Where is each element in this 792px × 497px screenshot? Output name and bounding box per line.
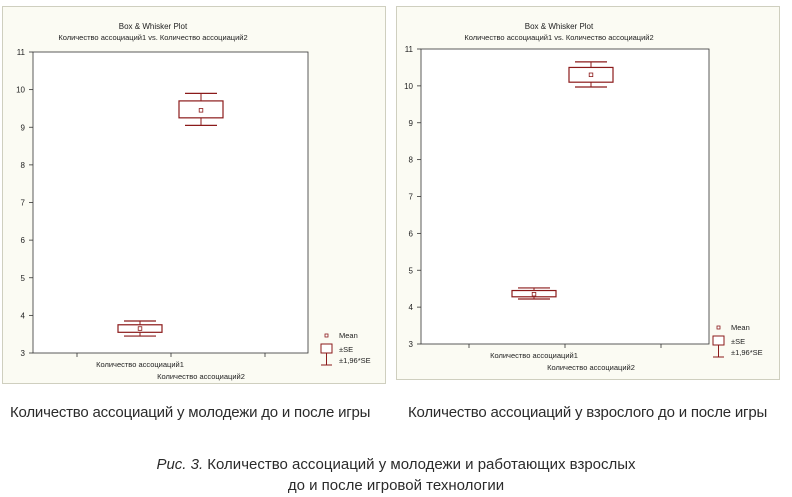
chart-subtitle: Количество ассоциаций1 vs. Количество ассоциаций2: [58, 33, 248, 42]
chart-title: Box & Whisker Plot: [118, 22, 188, 31]
x-category-label: Количество ассоциаций2: [157, 372, 245, 381]
legend-se-symbol: [713, 336, 724, 345]
chart-panel-left: [2, 6, 386, 384]
legend-se-symbol: [321, 344, 332, 353]
legend-se-label: ±SE: [339, 345, 354, 354]
legend-mean-symbol: [325, 334, 328, 337]
mean-marker: [138, 327, 142, 331]
y-tick-label: 4: [408, 303, 413, 313]
y-tick-label: 6: [20, 236, 25, 246]
y-tick-label: 10: [404, 81, 413, 91]
y-tick-label: 9: [20, 123, 25, 133]
legend-se-label: ±SE: [731, 337, 746, 346]
legend-ci-label: ±1,96*SE: [731, 348, 763, 357]
figure-caption-line-1: [0, 454, 792, 475]
mean-marker: [532, 292, 536, 296]
box-whisker-plot-right: [397, 7, 781, 381]
plot-area: [421, 49, 709, 344]
figure-caption-line-2: до и после игровой технологии: [287, 477, 505, 494]
legend-mean-label: Mean: [731, 323, 750, 332]
chart-title: Box & Whisker Plot: [524, 22, 594, 31]
y-tick-label: 3: [20, 349, 25, 358]
mean-marker: [199, 109, 203, 113]
figure-caption: [0, 454, 792, 496]
subcaption-left: Количество ассоциаций у молодежи до и после игры: [10, 404, 371, 421]
x-category-label: Количество ассоциаций1: [490, 351, 578, 360]
y-tick-label: 7: [408, 192, 413, 202]
legend-mean-label: Mean: [339, 331, 358, 340]
y-tick-label: 4: [20, 311, 25, 321]
box-whisker-plot-left: [3, 7, 387, 385]
y-tick-label: 11: [404, 45, 413, 54]
y-tick-label: 8: [408, 155, 413, 165]
y-tick-label: 11: [16, 48, 25, 57]
legend-mean-symbol: [717, 326, 720, 329]
y-tick-label: 10: [16, 85, 25, 95]
subcaption-right: Количество ассоциаций у взрослого до и после игры: [408, 404, 768, 421]
y-tick-label: 5: [20, 273, 25, 283]
plot-area: [33, 52, 308, 353]
mean-marker: [589, 73, 593, 77]
y-tick-label: 9: [408, 118, 413, 128]
y-tick-label: 6: [408, 229, 413, 239]
legend-ci-label: ±1,96*SE: [339, 356, 371, 365]
x-category-label: Количество ассоциаций2: [547, 363, 635, 372]
chart-panel-right: [396, 6, 780, 380]
chart-subtitle: Количество ассоциаций1 vs. Количество ассоциаций2: [464, 33, 654, 42]
figure-caption-text-1: Количество ассоциаций у молодежи и работающих взрослых: [203, 456, 636, 473]
x-category-label: Количество ассоциаций1: [96, 360, 184, 369]
y-tick-label: 5: [408, 266, 413, 276]
y-tick-label: 3: [408, 340, 413, 349]
figure-label: Рис. 3.: [156, 456, 204, 473]
y-tick-label: 8: [20, 160, 25, 170]
y-tick-label: 7: [20, 198, 25, 208]
